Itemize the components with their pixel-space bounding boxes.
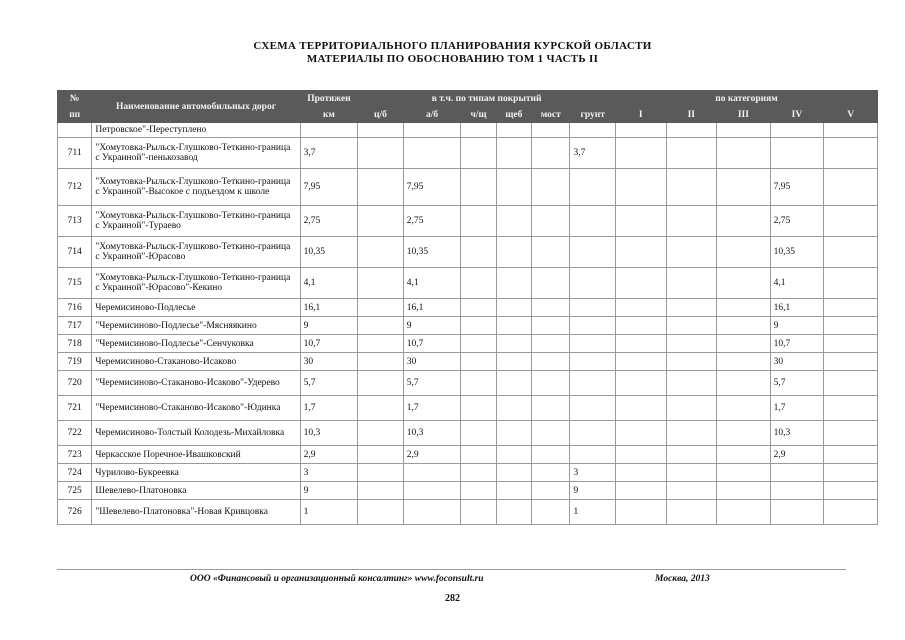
- header-category-2: II: [666, 107, 717, 123]
- header-coverage-group: в т.ч. по типам покрытий: [358, 91, 616, 107]
- header-coverage-cb: ц/б: [358, 107, 403, 123]
- table-row: [58, 123, 878, 138]
- header-road-name: Наименование автомобильных дорог: [92, 91, 300, 123]
- coverage-most: [532, 464, 570, 482]
- coverage-chsh: [461, 123, 496, 138]
- category-4: [770, 464, 824, 482]
- table-row: [58, 500, 878, 525]
- coverage-chsh: [461, 268, 496, 299]
- road-name: Шевелево-Платоновка: [92, 482, 300, 500]
- coverage-chsh: [461, 396, 496, 421]
- road-name: Петровское"-Переступлено: [92, 123, 300, 138]
- header-category-4: IV: [770, 107, 824, 123]
- coverage-cb: [358, 353, 403, 371]
- category-5: [824, 237, 878, 268]
- length-km: 1: [300, 500, 358, 525]
- row-number: 716: [58, 299, 92, 317]
- category-5: [824, 464, 878, 482]
- category-2: [666, 169, 717, 206]
- coverage-scheb: [496, 123, 531, 138]
- category-1: [616, 206, 667, 237]
- category-4: [770, 482, 824, 500]
- category-4: 4,1: [770, 268, 824, 299]
- coverage-ab: 4,1: [403, 268, 461, 299]
- category-1: [616, 464, 667, 482]
- category-5: [824, 421, 878, 446]
- footer-city-year: Москва, 2013: [655, 574, 710, 584]
- length-km: 30: [300, 353, 358, 371]
- category-5: [824, 500, 878, 525]
- length-km: 9: [300, 482, 358, 500]
- road-name: Черемисиново-Толстый Колодезь-Михайловка: [92, 421, 300, 446]
- coverage-ab: 2,75: [403, 206, 461, 237]
- coverage-cb: [358, 482, 403, 500]
- coverage-scheb: [496, 500, 531, 525]
- length-km: 16,1: [300, 299, 358, 317]
- table-row: [58, 268, 878, 299]
- coverage-scheb: [496, 396, 531, 421]
- coverage-grunt: 3: [570, 464, 616, 482]
- table-row: [58, 299, 878, 317]
- coverage-most: [532, 169, 570, 206]
- coverage-most: [532, 299, 570, 317]
- coverage-scheb: [496, 206, 531, 237]
- category-2: [666, 237, 717, 268]
- coverage-grunt: [570, 371, 616, 396]
- road-name: Черемисиново-Подлесье: [92, 299, 300, 317]
- category-3: [717, 138, 771, 169]
- coverage-most: [532, 237, 570, 268]
- category-2: [666, 396, 717, 421]
- table-body: [58, 123, 878, 525]
- road-name: Чурилово-Букреевка: [92, 464, 300, 482]
- coverage-grunt: [570, 237, 616, 268]
- category-5: [824, 396, 878, 421]
- category-1: [616, 138, 667, 169]
- category-2: [666, 123, 717, 138]
- category-5: [824, 446, 878, 464]
- length-km: 5,7: [300, 371, 358, 396]
- row-number: 718: [58, 335, 92, 353]
- category-1: [616, 123, 667, 138]
- coverage-grunt: [570, 268, 616, 299]
- category-3: [717, 446, 771, 464]
- coverage-cb: [358, 464, 403, 482]
- length-km: 3: [300, 464, 358, 482]
- category-5: [824, 138, 878, 169]
- coverage-ab: [403, 123, 461, 138]
- length-km: 10,35: [300, 237, 358, 268]
- category-4: [770, 138, 824, 169]
- category-2: [666, 421, 717, 446]
- category-3: [717, 421, 771, 446]
- row-number: 719: [58, 353, 92, 371]
- header-coverage-ab: а/б: [403, 107, 461, 123]
- coverage-grunt: [570, 123, 616, 138]
- header-coverage-scheb: щеб: [496, 107, 531, 123]
- coverage-scheb: [496, 353, 531, 371]
- category-4: 2,9: [770, 446, 824, 464]
- coverage-grunt: [570, 206, 616, 237]
- footer-divider: [57, 569, 846, 570]
- coverage-ab: [403, 482, 461, 500]
- road-name: Черкасское Поречное-Ивашковский: [92, 446, 300, 464]
- header-num-bottom: пп: [58, 107, 92, 123]
- coverage-cb: [358, 421, 403, 446]
- category-4: 10,35: [770, 237, 824, 268]
- header-category-5: V: [824, 107, 878, 123]
- coverage-ab: 5,7: [403, 371, 461, 396]
- coverage-scheb: [496, 446, 531, 464]
- coverage-most: [532, 123, 570, 138]
- coverage-ab: 9: [403, 317, 461, 335]
- category-4: 1,7: [770, 396, 824, 421]
- row-number: 713: [58, 206, 92, 237]
- category-3: [717, 482, 771, 500]
- coverage-cb: [358, 317, 403, 335]
- coverage-chsh: [461, 500, 496, 525]
- row-number: 715: [58, 268, 92, 299]
- table-row: [58, 206, 878, 237]
- road-name: "Шевелево-Платоновка"-Новая Кривцовка: [92, 500, 300, 525]
- category-4: 16,1: [770, 299, 824, 317]
- coverage-ab: 16,1: [403, 299, 461, 317]
- coverage-chsh: [461, 353, 496, 371]
- header-length-unit: км: [300, 107, 358, 123]
- table-header: [58, 91, 878, 123]
- coverage-most: [532, 353, 570, 371]
- coverage-grunt: [570, 169, 616, 206]
- length-km: 4,1: [300, 268, 358, 299]
- category-3: [717, 237, 771, 268]
- table-row: [58, 446, 878, 464]
- coverage-scheb: [496, 371, 531, 396]
- category-4: 2,75: [770, 206, 824, 237]
- row-number: [58, 123, 92, 138]
- road-name: "Хомутовка-Рыльск-Глушково-Теткино-граница с Украиной"-Тураево: [92, 206, 300, 237]
- row-number: 712: [58, 169, 92, 206]
- coverage-grunt: [570, 421, 616, 446]
- road-name: "Черемисиново-Подлесье"-Мясняякино: [92, 317, 300, 335]
- category-5: [824, 335, 878, 353]
- category-3: [717, 317, 771, 335]
- road-name: "Хомутовка-Рыльск-Глушково-Теткино-граница с Украиной"-Юрасово: [92, 237, 300, 268]
- category-4: 7,95: [770, 169, 824, 206]
- road-name: "Хомутовка-Рыльск-Глушково-Теткино-граница с Украиной"-Высокое с подъездом к школе: [92, 169, 300, 206]
- category-5: [824, 371, 878, 396]
- category-4: [770, 123, 824, 138]
- header-category-3: III: [717, 107, 771, 123]
- coverage-cb: [358, 446, 403, 464]
- road-name: "Черемисиново-Стаканово-Исаково"-Юдинка: [92, 396, 300, 421]
- length-km: 10,3: [300, 421, 358, 446]
- table-row: [58, 169, 878, 206]
- category-2: [666, 500, 717, 525]
- length-km: [300, 123, 358, 138]
- category-5: [824, 206, 878, 237]
- row-number: 726: [58, 500, 92, 525]
- coverage-grunt: [570, 446, 616, 464]
- category-4: 30: [770, 353, 824, 371]
- coverage-chsh: [461, 446, 496, 464]
- coverage-most: [532, 335, 570, 353]
- coverage-most: [532, 268, 570, 299]
- road-name: "Хомутовка-Рыльск-Глушково-Теткино-граница с Украиной"-Юрасово"-Кекино: [92, 268, 300, 299]
- category-2: [666, 464, 717, 482]
- coverage-grunt: [570, 396, 616, 421]
- category-5: [824, 268, 878, 299]
- category-1: [616, 421, 667, 446]
- category-2: [666, 299, 717, 317]
- coverage-cb: [358, 396, 403, 421]
- coverage-cb: [358, 123, 403, 138]
- coverage-ab: [403, 138, 461, 169]
- road-name: "Черемисиново-Подлесье"-Сенчуковка: [92, 335, 300, 353]
- header-category-1: I: [616, 107, 667, 123]
- coverage-cb: [358, 335, 403, 353]
- road-name: "Черемисиново-Стаканово-Исаково"-Удерево: [92, 371, 300, 396]
- footer-company: ООО «Финансовый и организационный консалтинг» www.foconsult.ru: [190, 574, 484, 584]
- category-1: [616, 482, 667, 500]
- category-5: [824, 299, 878, 317]
- category-2: [666, 482, 717, 500]
- coverage-cb: [358, 371, 403, 396]
- category-2: [666, 446, 717, 464]
- coverage-chsh: [461, 138, 496, 169]
- coverage-grunt: [570, 335, 616, 353]
- coverage-chsh: [461, 421, 496, 446]
- row-number: 725: [58, 482, 92, 500]
- coverage-scheb: [496, 317, 531, 335]
- coverage-ab: 10,3: [403, 421, 461, 446]
- category-1: [616, 500, 667, 525]
- coverage-cb: [358, 138, 403, 169]
- category-5: [824, 482, 878, 500]
- length-km: 10,7: [300, 335, 358, 353]
- coverage-grunt: 9: [570, 482, 616, 500]
- table-row: [58, 396, 878, 421]
- category-3: [717, 123, 771, 138]
- table-row: [58, 317, 878, 335]
- category-1: [616, 446, 667, 464]
- length-km: 9: [300, 317, 358, 335]
- coverage-scheb: [496, 421, 531, 446]
- length-km: 2,9: [300, 446, 358, 464]
- road-name: "Хомутовка-Рыльск-Глушково-Теткино-граница с Украиной"-пенькозавод: [92, 138, 300, 169]
- coverage-most: [532, 421, 570, 446]
- coverage-chsh: [461, 317, 496, 335]
- row-number: 721: [58, 396, 92, 421]
- coverage-ab: 10,7: [403, 335, 461, 353]
- coverage-scheb: [496, 464, 531, 482]
- header-coverage-most: мост: [532, 107, 570, 123]
- coverage-cb: [358, 299, 403, 317]
- table-row: [58, 335, 878, 353]
- coverage-chsh: [461, 482, 496, 500]
- coverage-chsh: [461, 169, 496, 206]
- coverage-chsh: [461, 206, 496, 237]
- category-2: [666, 268, 717, 299]
- coverage-ab: 30: [403, 353, 461, 371]
- coverage-chsh: [461, 299, 496, 317]
- header-category-group: по категориям: [616, 91, 878, 107]
- coverage-chsh: [461, 237, 496, 268]
- category-1: [616, 396, 667, 421]
- coverage-cb: [358, 500, 403, 525]
- category-3: [717, 396, 771, 421]
- coverage-scheb: [496, 335, 531, 353]
- category-5: [824, 123, 878, 138]
- category-3: [717, 464, 771, 482]
- row-number: 720: [58, 371, 92, 396]
- category-3: [717, 371, 771, 396]
- category-2: [666, 335, 717, 353]
- category-5: [824, 169, 878, 206]
- coverage-most: [532, 206, 570, 237]
- coverage-cb: [358, 169, 403, 206]
- category-2: [666, 206, 717, 237]
- length-km: 3,7: [300, 138, 358, 169]
- category-4: 5,7: [770, 371, 824, 396]
- coverage-ab: 10,35: [403, 237, 461, 268]
- coverage-scheb: [496, 268, 531, 299]
- table-row: [58, 464, 878, 482]
- category-5: [824, 317, 878, 335]
- road-name: Черемисиново-Стаканово-Исаково: [92, 353, 300, 371]
- coverage-cb: [358, 237, 403, 268]
- coverage-most: [532, 317, 570, 335]
- coverage-ab: 7,95: [403, 169, 461, 206]
- category-1: [616, 169, 667, 206]
- header-length: Протяжен: [300, 91, 358, 107]
- category-2: [666, 317, 717, 335]
- table-row: [58, 138, 878, 169]
- coverage-ab: [403, 464, 461, 482]
- category-1: [616, 268, 667, 299]
- coverage-most: [532, 396, 570, 421]
- coverage-most: [532, 446, 570, 464]
- coverage-scheb: [496, 237, 531, 268]
- coverage-scheb: [496, 169, 531, 206]
- coverage-ab: 1,7: [403, 396, 461, 421]
- category-1: [616, 299, 667, 317]
- category-2: [666, 371, 717, 396]
- coverage-most: [532, 500, 570, 525]
- header-num: №: [58, 91, 92, 107]
- category-1: [616, 353, 667, 371]
- roads-table: [57, 90, 878, 525]
- table-row: [58, 353, 878, 371]
- category-4: 10,7: [770, 335, 824, 353]
- category-1: [616, 317, 667, 335]
- coverage-grunt: [570, 317, 616, 335]
- category-4: 10,3: [770, 421, 824, 446]
- header-coverage-grunt: грунт: [570, 107, 616, 123]
- coverage-chsh: [461, 335, 496, 353]
- row-number: 724: [58, 464, 92, 482]
- category-1: [616, 335, 667, 353]
- row-number: 717: [58, 317, 92, 335]
- coverage-chsh: [461, 464, 496, 482]
- category-3: [717, 206, 771, 237]
- coverage-most: [532, 482, 570, 500]
- coverage-grunt: [570, 299, 616, 317]
- category-1: [616, 237, 667, 268]
- row-number: 723: [58, 446, 92, 464]
- coverage-ab: 2,9: [403, 446, 461, 464]
- category-3: [717, 353, 771, 371]
- coverage-chsh: [461, 371, 496, 396]
- page-number: 282: [445, 593, 460, 604]
- category-5: [824, 353, 878, 371]
- document-title-line-1: СХЕМА ТЕРРИТОРИАЛЬНОГО ПЛАНИРОВАНИЯ КУРСКОЙ ОБЛАСТИ: [253, 40, 652, 52]
- category-3: [717, 335, 771, 353]
- row-number: 711: [58, 138, 92, 169]
- coverage-cb: [358, 268, 403, 299]
- category-3: [717, 268, 771, 299]
- document-title-line-2: МАТЕРИАЛЫ ПО ОБОСНОВАНИЮ ТОМ 1 ЧАСТЬ II: [306, 53, 599, 65]
- category-3: [717, 500, 771, 525]
- coverage-most: [532, 138, 570, 169]
- category-4: [770, 500, 824, 525]
- row-number: 714: [58, 237, 92, 268]
- table-row: [58, 421, 878, 446]
- coverage-most: [532, 371, 570, 396]
- length-km: 2,75: [300, 206, 358, 237]
- category-3: [717, 299, 771, 317]
- coverage-grunt: 1: [570, 500, 616, 525]
- coverage-scheb: [496, 482, 531, 500]
- coverage-grunt: [570, 353, 616, 371]
- table-row: [58, 237, 878, 268]
- category-1: [616, 371, 667, 396]
- category-4: 9: [770, 317, 824, 335]
- header-coverage-chsh: ч/щ: [461, 107, 496, 123]
- coverage-ab: [403, 500, 461, 525]
- category-2: [666, 138, 717, 169]
- coverage-cb: [358, 206, 403, 237]
- row-number: 722: [58, 421, 92, 446]
- length-km: 7,95: [300, 169, 358, 206]
- category-2: [666, 353, 717, 371]
- category-3: [717, 169, 771, 206]
- coverage-scheb: [496, 299, 531, 317]
- coverage-scheb: [496, 138, 531, 169]
- table-row: [58, 482, 878, 500]
- table-row: [58, 371, 878, 396]
- length-km: 1,7: [300, 396, 358, 421]
- coverage-grunt: 3,7: [570, 138, 616, 169]
